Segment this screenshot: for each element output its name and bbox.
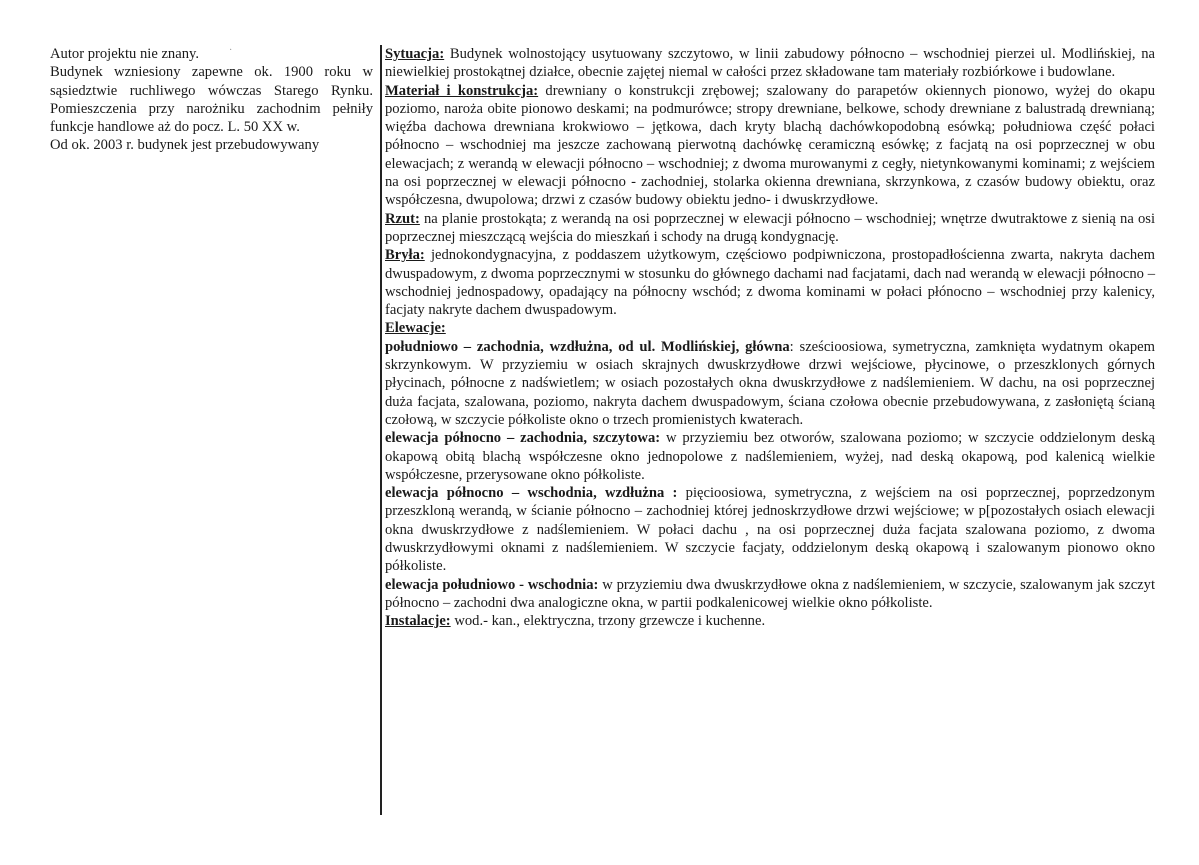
history-note: Budynek wzniesiony zapewne ok. 1900 roku w sąsiedztwie ruchliwego wówczas Starego Rynku. Pomieszczenia przy narożniku zachodnim pełniły funkcje handlowe aż do pocz. L. 50 XX w. (50, 64, 373, 136)
elevation-nw: elewacja północno – zachodnia, szczytowa: w przyziemiu bez otworów, szalowana poziomo; w szczycie oddzielonym deską okapową obitą blachą współczesne okno jednopolowe z nadślemieniem, wyżej, nad deską okapową, pod kalenicą wielkie współczesne, przerysowane okno półkoliste. (385, 430, 1155, 483)
column-divider (380, 45, 382, 815)
section-rzut: Rzut: na planie prostokąta; z werandą na osi poprzecznej w elewacji północno – wschodniej; wnętrze dwutraktowe z sienią na osi poprzecznej mieszczącą wejścia do mieszkań i schody na drugą kondygnację. (385, 210, 1155, 245)
left-column (50, 45, 373, 155)
section-bryla: Bryła: jednokondygnacyjna, z poddaszem użytkowym, częściowo podpiwniczona, prostopadłościenna zwarta, nakryta dachem dwuspadowym, z dwoma poprzecznymi w stosunku do głównego dachami nad facjatami, dach nad werandą w elewacji północno –wschodniej jednospadowy, opadający na północny wschód; z dwoma kominami w połaci płónocno – wschodniej przy kalenicy, facjaty nakryte dachem dwuspadowym. (385, 247, 1155, 319)
scan-speck: · (229, 45, 233, 56)
description-column (385, 45, 1155, 631)
elevation-sw: południowo – zachodnia, wzdłużna, od ul. Modlińskiej, główna: sześcioosiowa, symetryczna, zamknięta wydatnym okapem skrzynkowym. W przyziemiu w osiach skrajnych dwuskrzydłowe drzwi wejściowe, płycinowe, o przeszklonych górnych płycinach, północne z nadświetlem; w osiach pozostałych okna dwuskrzydłowe z nadślemieniem. W dachu, na osi poprzecznej duża facjata, szalowana, poziomo, nakryta dachem dwuspadowym, ściana czołowa obecnie przebudowywana, z zasłoniętą ścianą czołową, w szczycie półkoliste okno o trzech promienistych kwaterach. (385, 338, 1155, 428)
elevation-ne: elewacja północno – wschodnia, wzdłużna : pięcioosiowa, symetryczna, z wejściem na osi poprzecznej, poprzedzonym przeszkloną werandą, w ścianie północno – zachodniej której jednoskrzydłowe drzwi wejściowe; w p[pozostałych osiach elewacji okna dwuskrzydłowe z nadślemieniem. W połaci dachu , na osi poprzecznej duża facjata szalowana poziomo, z dwoma dwuskrzydłowymi oknami z nadślemieniem. W szczycie facjaty, oddzielonym deską okapową i szalowanym pionowo okno półkoliste. (385, 485, 1155, 575)
section-material: Materiał i konstrukcja: drewniany o konstrukcji zrębowej; szalowany do parapetów okiennych pionowo, wyżej do okapu poziomo, naroża obite pionowo deskami; na podmurówce; stropy drewniane, belkowe, schody drewniane z balustradą drewnianą; więźba dachowa drewniana krokwiowo – jętkowa, dach kryty blachą dachówkopodobną esówką; południowa część połaci północno – wschodniej ma jeszcze zachowaną pierwotną dachówkę ceramiczną esówkę; z facjatą na osi poprzecznej w obu elewacjach; z werandą w elewacji północno – wschodniej; z dwoma murowanymi z cegły, nietynkowanymi kominami; z wejściem na osi poprzecznej w elewacji północno - zachodniej, stolarka okienna drewniana, skrzynkowa, z czasów budowy obiektu, oraz współczesna, dwupolowa; drzwi z czasów budowy obiektu jedno- i dwuskrzydłowe. (385, 82, 1155, 209)
section-elewacje: Elewacje: (385, 320, 446, 337)
author-note: Autor projektu nie znany. (50, 46, 200, 62)
section-instalacje: Instalacje: wod.- kan., elektryczna, trzony grzewcze i kuchenne. (385, 613, 766, 630)
rebuild-note: Od ok. 2003 r. budynek jest przebudowywany (50, 137, 320, 154)
elevation-se: elewacja południowo - wschodnia: w przyziemiu dwa dwuskrzydłowe okna z nadślemieniem, w szczycie, szalowanym jak szczyt północno – zachodni dwa analogiczne okna, w partii podkalenicowej wielkie okno półkoliste. (385, 576, 1156, 611)
section-sytuacja: Sytuacja: Budynek wolnostojący usytuowany szczytowo, w linii zabudowy północno – wschodniej pierzei ul. Modlińskiej, na niewielkiej prostokątnej działce, obecnie zajętej niemal w całości przez składowane tam materiały rozbiórkowe i budowlane. (385, 46, 1155, 81)
